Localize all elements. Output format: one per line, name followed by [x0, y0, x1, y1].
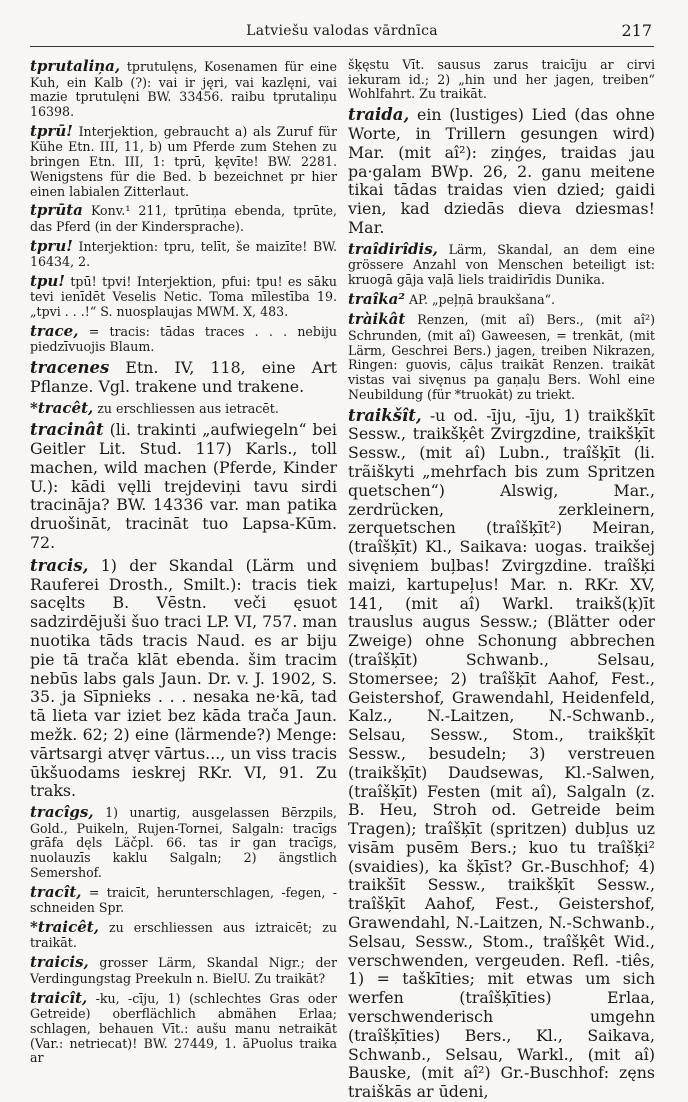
entry-definition: Konv.¹ 211, tprūtiņa ebenda, tprūte, das Pferd (in der Kindersprache). — [30, 203, 337, 234]
running-title: Latviešu valodas vārdnīca — [246, 23, 438, 39]
entry-definition: 1) der Skandal (Lärm und Rauferei Drosth., Smilt.): tracis tiek sacęlts B. Vēstn. veči ęsuot sadzirdējuši šuo traci LP. VI, 757. man nuotika tāds tracis Naud. es ar biju pie tā trača klāt ebenda. šim tracim nebūs labs gals Jaun. Dr. v. J. 1902, S. 35. ja Sīpnieks . . . nesaka ne·kā, tad tā lieta var iziet bez kāda trača Jaun. mežk. 62; 2) eine (lärmende?) Menge: vārtsargi atvęr vārtus..., un viss tracis ūkšuodams ieskrej RKr. VI, 91. Zu traks. — [30, 555, 337, 801]
entry-headword: traikšît, — [348, 405, 422, 425]
entry-headword: *traicêt, — [30, 917, 99, 936]
entry-definition: = traicīt, herunterschlagen, -fegen, -schneiden Spr. — [30, 884, 337, 916]
entry-definition: tprutulęns, Kosenamen für eine Kuh, ein Kalb (?): vai ir jęri, vai kazlęni, vai mazie tprutulęni BW. 33456. raibu tprutaliņu 16398. — [30, 59, 337, 120]
entry-definition: zu erschliessen aus iztraicēt; zu traikāt. — [30, 919, 337, 951]
dictionary-entry — [348, 58, 655, 102]
dictionary-entry — [30, 884, 337, 916]
dictionary-entry — [348, 241, 655, 288]
dictionary-entry — [30, 58, 337, 120]
entry-definition: ein (lustiges) Lied (das ohne Worte, in Trillern gesungen wird) Mar. (mit aî²): ziņģes, traidas jau pa·galam BWp. 26, 2. ganu meitene tikai tādas traidas vien dzied; gaidi vien, kad dziedās dieva dziesmas! Mar. — [348, 105, 656, 237]
entry-headword: *tracêt, — [30, 398, 94, 417]
dictionary-entry — [30, 273, 337, 320]
entry-headword: tpu! — [30, 271, 65, 290]
entry-headword: tracît, — [30, 882, 82, 901]
entry-headword: tracenes — [30, 358, 110, 378]
entry-definition: tpū! tpvi! Interjektion, pfui: tpu! es sāku tevi ienīdēt Veselis Netic. Toma mīlestība 19. „tpvi . . .!“ S. nuosplaujas MWM. X, 483. — [30, 273, 337, 320]
entry-definition: AP. „peļņā braukšana“. — [408, 291, 556, 307]
right-column — [348, 57, 656, 1102]
entry-headword: tprutaliņa, — [30, 57, 121, 75]
dictionary-entry — [30, 919, 337, 951]
entry-definition: Interjektion: tpru, telīt, še maizīte! BW. 16434, 2. — [30, 238, 337, 270]
dictionary-entry — [30, 358, 337, 397]
dictionary-entry — [30, 804, 337, 880]
entry-definition: Interjektion, gebraucht a) als Zuruf für Kühe Etn. III, 11, b) um Pferde zum Stehen zu bringen Etn. III, 1: tprū, ķęvīte! BW. 2281. Wenigstens für die Bed. b bezeichnet pr hier einen labialen Zitterlaut. — [30, 123, 337, 199]
entry-headword: tprūta — [30, 201, 83, 220]
entry-headword: tracis, — [30, 555, 89, 575]
dictionary-entry — [30, 123, 337, 199]
dictionary-entry — [30, 323, 337, 355]
entry-definition: = tracis: tādas traces . . . nebiju piedzīvuojis Blaum. — [30, 323, 337, 355]
entry-definition: -ku, -cīju, 1) (schlechtes Gras oder Getreide) oberflächlich abmähen Erlaa; schlagen, behauen Vīt.: aušu manu netraikāt (Var.: netriecat)! BW. 27449, 1. āPuolus traika ar — [30, 990, 337, 1066]
page-number: 217 — [621, 21, 652, 40]
entry-definition: Etn. IV, 118, eine Art Pflanze. Vgl. trakene und trakene. — [30, 358, 337, 396]
entry-definition: šķęstu Vīt. sausus zarus traicīju ar cirvi iekuram id.; 2) „hin und her jagen, treiben“ Wohlfahrt. Zu traikāt. — [348, 57, 655, 102]
entry-headword: tprū! — [30, 121, 73, 140]
entry-definition: Renzen, (mit aî) Bers., (mit aî²) Schrunden, (mit aî) Gaweesen, = trenkāt, (mit Lärm, Geschrei Bers.) jagen, treiben Nikrazen, Ringen: guovis, cāļus traikāt Renzen. traikāt vistas vai sivęnus pa gaņaļu Bers. Wohl eine Neubildung (für *truokāt) zu triekt. — [348, 312, 655, 402]
dictionary-entry — [30, 990, 337, 1066]
entry-definition: zu erschliessen aus ietracēt. — [97, 400, 279, 416]
dictionary-entry — [348, 105, 655, 238]
entry-headword: traicît, — [30, 988, 88, 1007]
entry-headword: traîdirîdis, — [348, 239, 438, 258]
entry-headword: tracîgs, — [30, 803, 94, 822]
entry-definition: (li. trakinti „aufwiegeln“ bei Geitler Lit. Stud. 117) Karls., toll machen, wild machen (Pferde, Kinder U.): kādi vęlli trejdeviņi tavu sirdi tracināja? BW. 14336 var. man patika druošināt, tracināt tuo Lapsa-Kūm. 72. — [30, 420, 337, 553]
entry-headword: tpru! — [30, 236, 73, 255]
entry-headword: tràikât — [348, 310, 406, 329]
page-header — [30, 20, 654, 47]
dictionary-entry — [30, 202, 337, 234]
dictionary-entry — [348, 291, 655, 309]
entry-headword: traida, — [348, 105, 410, 125]
dictionary-entry — [30, 420, 337, 553]
dictionary-entry — [30, 556, 337, 801]
dictionary-entry — [30, 954, 337, 986]
entry-definition: -u od. -īju, -īju, 1) traikšķīt Sessw., traikšķêt Zvirgzdine, traikšķīt Sessw., (mit aî) Lubn., traîšķīt (li. trãiškyti „mehrfach bis zum Spritzen quetschen“) Alswig, Mar., zerdrücken, zerkleinern, zerquetschen (traîšķīt²) Meiran, (traîšķīt) Kl., Saikava: uogas. traikšej sivęniem buļbas! Zvirgzdine. traîšķi maizi, kartupeļus! Mar. n. RKr. XV, 141, (mit aî) Warkl. traikš(ķ)īt trauslus augus Sessw.; (Blätter oder Zweige) ohne Schonung abbrechen (traîšķīt) Schwanb., Selsau, Stomersee; 2) traîšķīt Aahof, Fest., Geistershof, Grawendahl, Heidenfeld, Kalz., N.-Laitzen, N.-Schwanb., Selsau, Sessw., Stom., traikšķīt Sessw., besudeln; 3) verstreuen (traikšķīt) Daudsewas, Kl.-Salwen, (traîšķīt) Festen (mit aî), Salgaln (z. B. Heu, Stroh od. Getreide beim Tragen); traîšķīt (spritzen) dubļus uz visām pusēm Bers.; kuo tu traîšķi² (svaidies), ka šķīst? Gr.-Buschhof; 4) traikšīt Sessw., traikšķīt Sessw., traîšķīt Aahof, Fest., Geistershof, Grawendahl, N.-Laitzen, N.-Schwanb., Selsau, Sessw., Stom., traîšķêt Wid., verschwenden, vergeuden. Refl. -tiês, 1) = taškīties; mit etwas um sich werfen (traîšķīties) Erlaa, verschwenderisch umgehn (traîšķīties) Bers., Kl., Saikava, Schwanb., Selsau, Warkl., (mit aî) Bauske, (mit aî²) Gr.-Buschhof: zęns traiškās ar ūdeni, — [348, 405, 655, 1102]
dictionary-entry — [30, 238, 337, 270]
entry-definition: 1) unartig, ausgelassen Bērzpils, Gold., Puikeln, Rujen-Tornei, Salgaln: tracīgs grāfa dęls Läčpl. 66. tas ir gan tracīgs, nuolauzīs kaklu Salgaln; 2) ängstlich Semershof. — [30, 805, 337, 880]
entry-headword: trace, — [30, 321, 79, 340]
left-column — [30, 57, 337, 1066]
dictionary-entry — [348, 311, 655, 402]
entry-definition: grosser Lärm, Skandal Nigr.; der Verdingungstag Preekuln n. BielU. Zu traikāt? — [30, 955, 337, 986]
dictionary-entry — [30, 400, 337, 418]
dictionary-entry — [348, 406, 655, 1102]
entry-headword: traicis, — [30, 953, 89, 972]
entry-definition: Lärm, Skandal, an dem eine grössere Anzahl von Menschen beteiligt ist: kruogā gāja vaļā liels traidirīdis Dunika. — [348, 241, 655, 288]
entry-headword: tracinât — [30, 420, 104, 440]
entry-headword: traîka² — [348, 289, 405, 308]
